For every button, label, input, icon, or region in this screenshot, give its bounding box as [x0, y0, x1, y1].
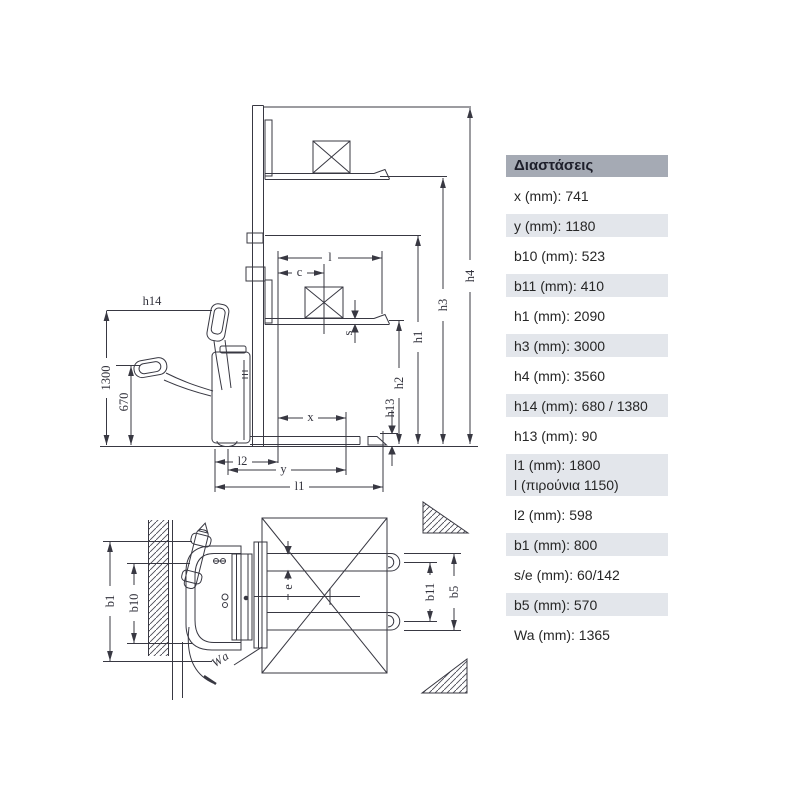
top-carriage [265, 120, 272, 176]
top-fork [265, 170, 390, 180]
table-row: l1 (mm): 1800 l (πιρούνια 1150) [506, 454, 668, 496]
dim-label-b11: b11 [423, 582, 437, 602]
dim-label-e: e [281, 584, 295, 590]
dim-label-h4: h4 [463, 269, 477, 283]
table-header: Διαστάσεις [506, 155, 668, 177]
dim-label-b5: b5 [447, 585, 461, 599]
dim-label-l1: l1 [294, 479, 305, 493]
dim-label-l2: l2 [237, 454, 248, 468]
dim-label-b1: b1 [103, 594, 117, 608]
wall-hatch [149, 520, 168, 656]
dim-label-l: l [328, 250, 332, 264]
dim-label-x: x [307, 410, 314, 424]
table-row: x (mm): 741 [506, 184, 668, 207]
tiller-folded-top [179, 521, 215, 591]
table-row: b1 (mm): 800 [506, 533, 668, 556]
mid-carriage [265, 280, 272, 323]
dim-label-s: s [341, 330, 355, 336]
table-row: h13 (mm): 90 [506, 424, 668, 447]
table-row: b11 (mm): 410 [506, 274, 668, 297]
table-row: y (mm): 1180 [506, 214, 668, 237]
dim-label-670: 670 [117, 392, 131, 412]
table-row: s/e (mm): 60/142 [506, 563, 668, 586]
direction-triangle-bottom [422, 659, 467, 693]
dim-label-h2: h2 [392, 376, 406, 390]
table-row: b5 (mm): 570 [506, 593, 668, 616]
table-row: l2 (mm): 598 [506, 503, 668, 526]
table-row: Wa (mm): 1365 [506, 623, 668, 646]
pallet-outline [262, 518, 387, 673]
dim-label-1300: 1300 [99, 365, 113, 391]
table-row: h1 (mm): 2090 [506, 304, 668, 327]
dim-label-h13: h13 [383, 398, 397, 418]
dim-label-h3: h3 [436, 298, 450, 312]
chassis [212, 346, 250, 447]
mast [253, 106, 264, 447]
table-row: h4 (mm): 3560 [506, 364, 668, 387]
table-row: h14 (mm): 680 / 1380 [506, 394, 668, 417]
table-row: b10 (mm): 523 [506, 244, 668, 267]
dim-label-wa: Wa [209, 647, 233, 671]
top-view [103, 502, 468, 700]
mid-fork [265, 315, 390, 325]
tiller-lowered [133, 356, 213, 396]
dim-label-b10: b10 [127, 593, 141, 613]
lowered-fork [250, 437, 360, 445]
dimensions-table [506, 155, 668, 646]
dim-label-h1: h1 [411, 330, 425, 344]
dim-label-y: y [280, 462, 287, 476]
direction-triangle-top [423, 502, 468, 533]
table-row: h3 (mm): 3000 [506, 334, 668, 357]
table-rows [506, 184, 668, 646]
dim-label-c: c [296, 265, 303, 279]
dim-label-h14: h14 [142, 294, 162, 308]
top-load-box [313, 141, 350, 173]
drive-wheel [217, 441, 237, 447]
